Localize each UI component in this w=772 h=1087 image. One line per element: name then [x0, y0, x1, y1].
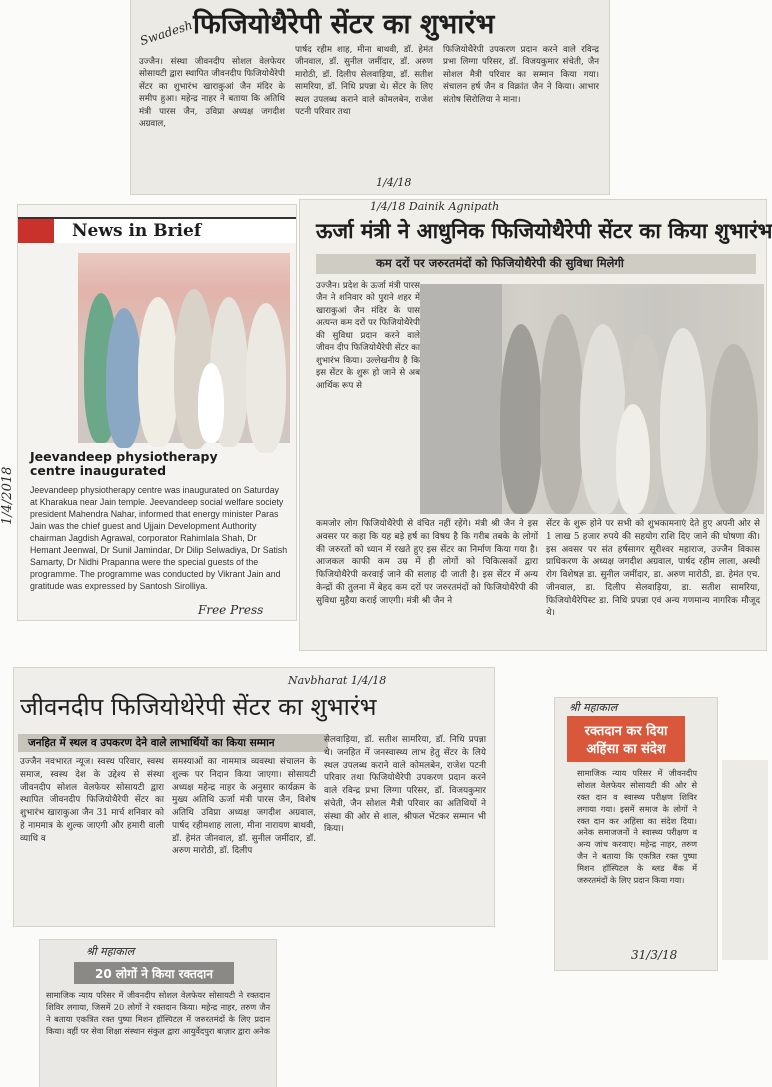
- person-figure: [540, 314, 584, 514]
- clipping-blood-donation: [555, 698, 717, 970]
- news-in-brief-banner: [18, 217, 296, 243]
- headline: 20 लोगों ने किया रक्तदान: [95, 967, 213, 981]
- column-1: उज्जैन। संस्था जीवनदीप सोशल वेलफेयर सोसायटी द्वारा स्थापित जीवनदीप फिजियोथैरेपी सेंटर का शुभारंभ खाराकुआं जैन मंदिर के समीप हुआ। महेन्द्र नाहर ने बताया कि अतिथि मंत्री पारस जैन, उविप्रा अध्यक्ष जगदीश अग्रवाल,: [139, 57, 285, 130]
- person-figure: [106, 308, 142, 448]
- column-2: पार्षद रहीम शाह, मीना बाथवी, डॉ. हेमंत जीनवाल, डॉ. सुनील जमींदार, डॉ. अरुण मारोठी, डॉ. दिलीप सेलवाड़िया, डॉ. सतीश सामरिया, डॉ. निधि प्रपन्ना थे। सेंटर के लिए स्थल उपलब्ध कराने वाले कोमलबेन, राजेश पटनी परिवार तथा: [295, 45, 433, 118]
- banner-red-block: [18, 219, 54, 243]
- article-column-left: कमजोर लोग फिजियोथैरेपी से वंचित नहीं रहेंगे। मंत्री श्री जैन ने इस अवसर पर कहा कि यह बड़े हर्ष का विषय है कि गरीब तबके के लोगों की जरुरतों को ध्यान में रखते हुए इस सेंटर का निर्माण किया गया है। आजकल काफी कम उम्र में ही लोगों को चिकित्सकों द्वारा फिजियोथैरेपी करवाई जाने की सलाह दी जाती है। इस सेंटर में अन्य केन्द्रों की तुलना में बेहद कम दरों पर जरुरतमंदों को फिजियोथैरेपी की सुविधा मुहैया कराई जाएगी। मंत्री श्री जैन ने: [316, 519, 538, 606]
- column-3: फिजियोथैरेपी उपकरण प्रदान करने वाले रविन्द्र प्रभा लिग्गा परिसर, डॉ. विजयकुमार संचेती, जैन सोशल मैत्री परिवार का सम्मान किया गया। संचालन हर्ष जैन व विक्रांत जैन ने किया। आभार संतोष सिरोलिया ने माना।: [443, 45, 599, 105]
- headline: फिजियोथैरेपी सेंटर का शुभारंभ: [193, 9, 495, 40]
- handwritten-source-note: Navbharat 1/4/18: [288, 674, 387, 687]
- intro-column: उज्जैन। प्रदेश के ऊर्जा मंत्री पारस जैन ने शनिवार को पुराने शहर में खाराकुआं जैन मंदिर के पास अत्यन्त कम दरों पर फिजियोथैरेपी की सुविधा प्रदान करने वाले जीवन दीप फिजियोथैरेपी सेंटर का शुभारंभ किया। उल्लेखनीय है कि इस सेंटर के शुरू हो जाने से अब आर्थिक रूप से: [316, 281, 421, 391]
- handwritten-date: 31/3/18: [631, 948, 678, 962]
- clipping-free-press: [0, 205, 296, 620]
- clipping-navbharat: [14, 668, 494, 926]
- headline: जीवनदीप फिजियोथेरेपी सेंटर का शुभारंभ: [20, 693, 377, 721]
- headline: ऊर्जा मंत्री ने आधुनिक फिजियोथैरेपी सेंटर का किया शुभारंभ: [316, 219, 772, 243]
- headline-line-1: रक्तदान कर दिया: [584, 724, 668, 739]
- handwritten-source-note: श्री महाकाल: [569, 701, 618, 714]
- clipping-dainik-agnipath: [300, 200, 772, 650]
- handwritten-source-note: श्री महाकाल: [86, 945, 135, 958]
- adjacent-clipping-edge: [722, 760, 768, 960]
- person-figure: [500, 324, 542, 514]
- handwritten-source-note: Swadesh: [138, 17, 195, 49]
- person-figure: [616, 404, 650, 514]
- article-column-right: सेंटर के शुरू होने पर सभी को शुभकामनाएं देते हुए अपनी ओर से 1 लाख 5 हजार रुपये की सहयोग राशि दिए जाने की घोषणा की। इस अवसर पर संत हर्षसागर सूरीश्वर महाराज, उज्जैन विकास प्राधिकरण के अध्यक्ष जगदीश अग्रवाल, पार्षद रहीम लाला, अस्थी रोग विशेषज्ञ डा. सुनील जमींदार, डा. अरुण मारोठी, डा. हेमंत एच. जीनवाल, डा. दिलीप सेलवाड़िया, डा. सतीश सामरिया, फिजियोथैरेपिस्ट डा. निधि प्रपन्ना एवं अन्य गणमान्य नागरिक मौजूद थे।: [546, 519, 760, 619]
- subhead-band: [18, 734, 328, 752]
- column-1: उज्जैन नवभारत न्यूज। स्वस्थ परिवार, स्वस्थ समाज, स्वस्थ देश के उद्देश्य से संस्था जीवनदीप सोशल वेलफेयर सोसायटी द्वारा स्थापित जीवनदीप फिजियोथैरेपी सेंटर का शुभारंभ खाराकुआ जैन 31 मार्च शनिवार को हे नाममात्र के शुल्क जाएगी और हमारी वाली व्याधि व: [20, 757, 164, 844]
- column-2: समस्याओं का नाममात्र व्यवस्था संचालन के शुल्क पर निदान किया जाएगा। सोसायटी अध्यक्ष महेन्द्र नाहर के अनुसार कार्यक्रम के मुख्य अतिथि ऊर्जा मंत्री पारस जैन, विशेष अतिथि उविप्रा अध्यक्ष जगदीश अग्रवाल, पार्षद रहीमशाह लाला, मीना नारायण बाथवी, डॉ. हेमंत जीनवाल, डॉ. सुनील जमींदार, डॉ. अरुण मारोठी, डॉ. दिलीप: [172, 757, 316, 857]
- headline: Jeevandeep physiotherapy centre inaugurated: [30, 449, 218, 478]
- subhead: कम दरों पर जरुरतमंदों को फिजियोथैरेपी की सुविधा मिलेगी: [376, 256, 624, 270]
- subhead: जनहित में स्थल व उपकरण देने वाले लाभार्थियों का किया सम्मान: [28, 737, 275, 749]
- column-3: सेलवाड़िया, डॉ. सतीश सामरिया, डॉ. निधि प्रपन्ना थे। जनहित में जनस्वास्थ्य लाभ हेतु सेंटर के लिये स्थल उपलब्ध कराने वाले कोमलबेन, राजेश पटनी परिवार तथा फिजियोथैरेपी उपकरण प्रदान करने वाले रविन्द्र प्रभा लिग्गा परिसर, डॉ. विजयकुमार संचेती, जैन सोशल मैत्री परिवार का अतिथियों ने संस्था की ओर से शाल, श्रीफल भेंटकर सम्मान भी किया।: [324, 735, 486, 835]
- handwritten-source-note: 1/4/18 Dainik Agnipath: [370, 200, 500, 213]
- photo-poster: [420, 284, 502, 514]
- person-figure: [198, 363, 224, 443]
- news-photo: [420, 284, 764, 514]
- banner-label: News in Brief: [72, 221, 202, 241]
- person-figure: [246, 303, 286, 453]
- handwritten-source-note: Free Press: [198, 603, 264, 617]
- headline-line-2: अहिंसा का संदेश: [586, 742, 666, 757]
- handwritten-date: 1/4/18: [376, 176, 412, 189]
- person-figure: [710, 344, 758, 514]
- article-body: सामाजिक न्याय परिसर में जीवनदीप सोशल वेलफेयर सोसायटी की ओर से रक्त दान व स्वास्थ्य परीक्षण शिविर लगाया गया। इसमें समाज के लोगों ने रक्त दान कर अहिंसा का संदेश दिया। अनेक समाजजनों ने स्वास्थ्य परीक्षण व अन्य जांच करवाए। महेन्द्र नाहर, तरुण जैन ने बताया कि एकत्रित रक्त पुष्पा मिशन हॉस्पिटल के ब्लड बैंक में जरुरतमंदों के लिए प्रदान किया गया।: [577, 768, 697, 886]
- person-figure: [660, 328, 706, 514]
- headline-box: [74, 962, 234, 984]
- clipping-20-blood-donors: [40, 940, 276, 1087]
- article-body: Jeevandeep physiotherapy centre was inaugurated on Saturday at Kharakua near Jain temple. Jeevandeep social welfare society president Mahendra Nahar, informed that energy minister Paras Jain was the chief guest and Ujjain Development Authority chairman Jagdish Agrawal, corporator Rahimlala Shah, Dr Hemant Jeenwal, Dr Sunil Jamindar, Dr Dilip Selwadiya, Dr Satish Samarty, Dr Nidhi Prapanna were the special guests of the programme. The programme was conducted by Vikrant Jain and gratitude was expressed by Santosh Sirolliya.: [30, 485, 288, 591]
- headline-box: [567, 716, 685, 762]
- news-photo: [78, 253, 290, 443]
- clipping-swadesh: [131, 0, 609, 194]
- article-body: सामाजिक न्याय परिसर में जीवनदीप सोशल वेलफेयर सोसायटी ने रक्तदान शिविर लगाया, जिसमें 20 लोगों ने रक्तदान किया। महेन्द्र नाहर, तरुण जैन ने बताया एकत्रित रक्त पुष्पा मिशन हॉस्पिटल में जरुरतमंदों के लिए प्रदान किया। वहीं पर सेवा शिक्षा संस्थान संकुल द्वारा आयुर्वेदपुरा बाज़ार द्वारा अनेक: [46, 990, 270, 1036]
- person-figure: [138, 297, 178, 447]
- subhead-band: [316, 254, 756, 274]
- handwritten-date: 1/4/2018: [0, 466, 15, 525]
